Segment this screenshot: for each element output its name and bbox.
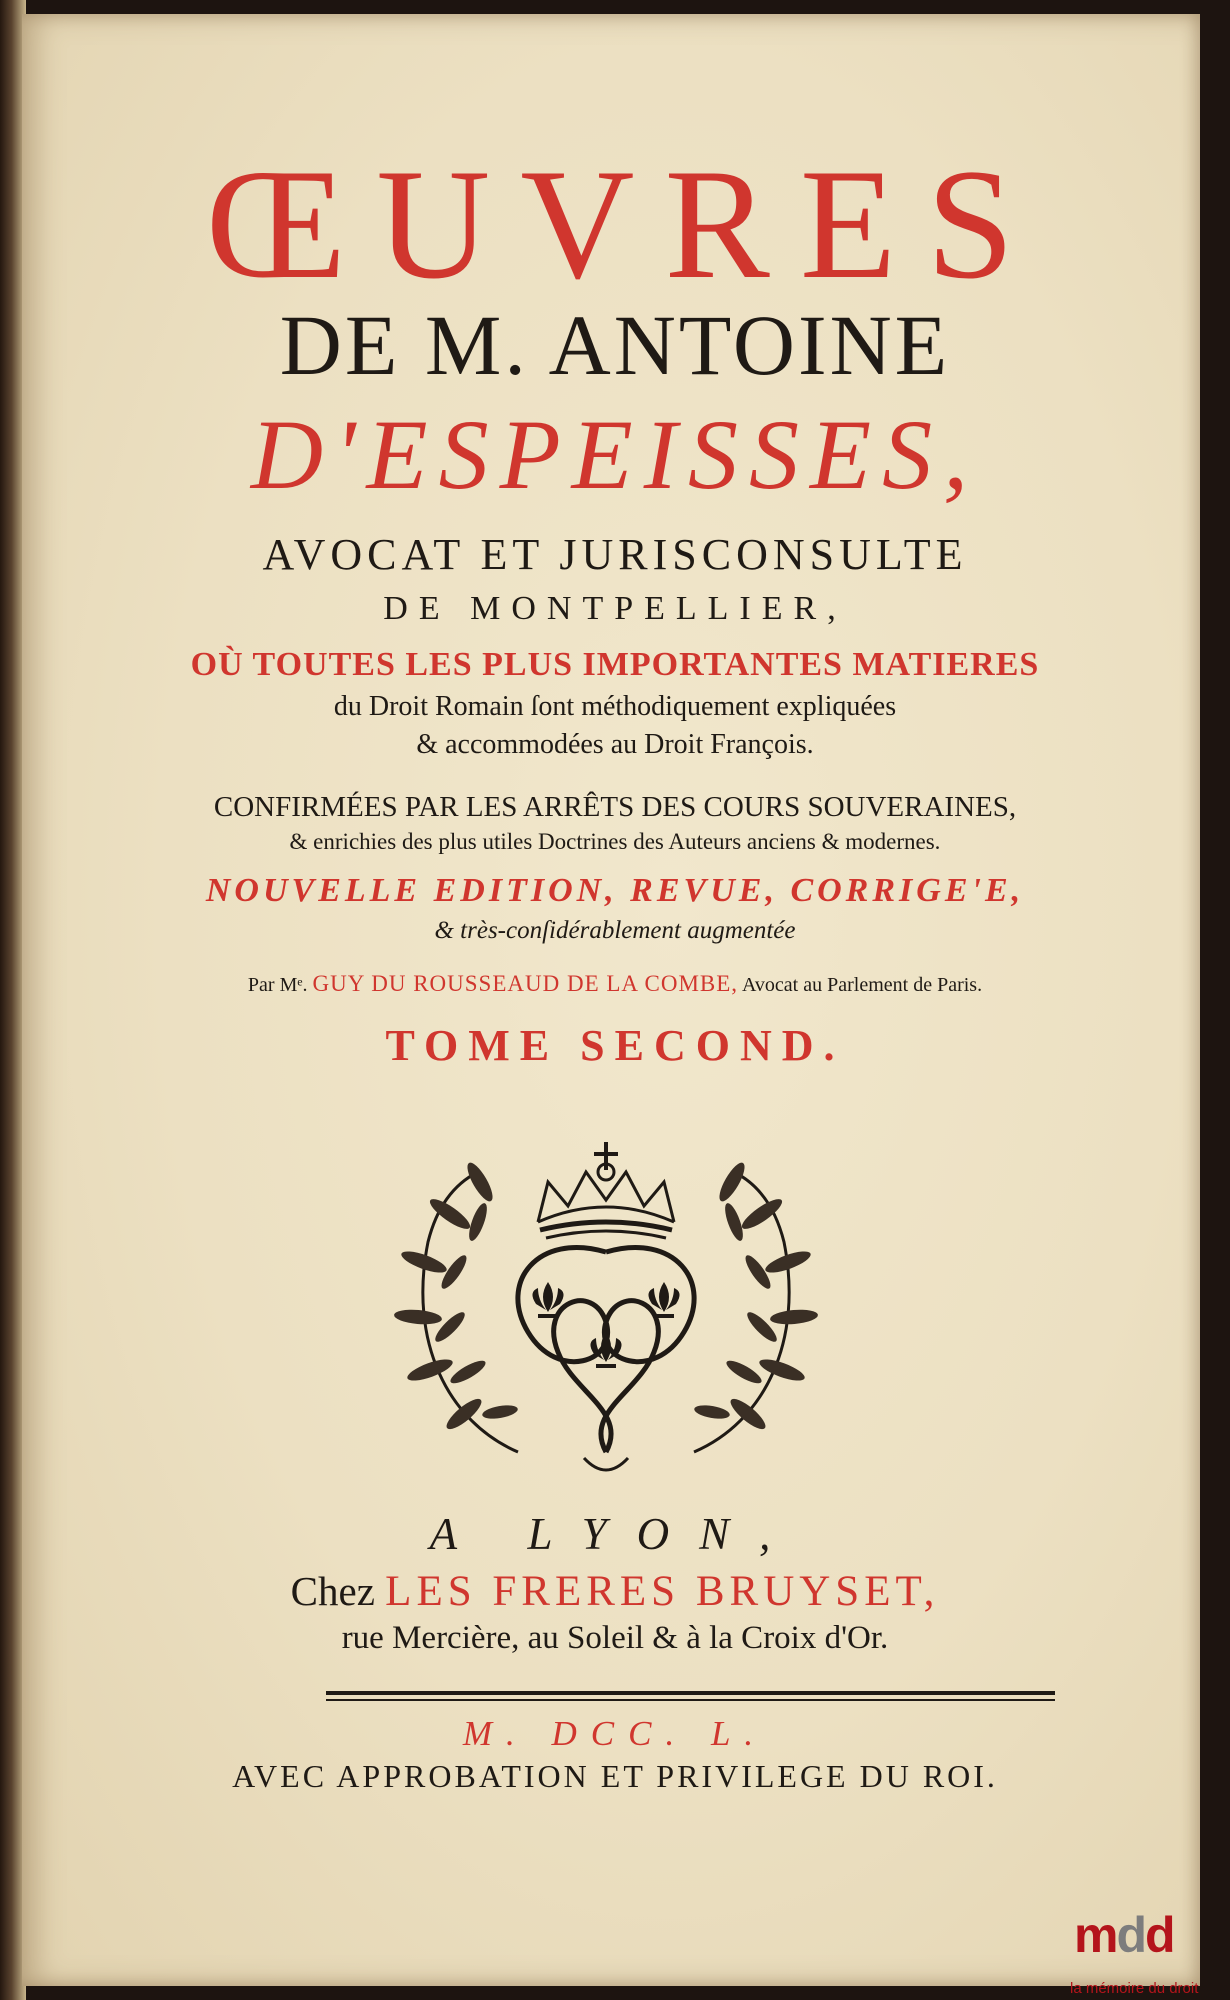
privilege-line: AVEC APPROBATION ET PRIVILEGE DU ROI.: [232, 1758, 998, 1794]
subtitle-line-1: OÙ TOUTES LES PLUS IMPORTANTES MATIERES: [190, 646, 1040, 683]
double-rule-thick: [326, 1691, 1055, 1695]
editor-prefix: Par Mᵉ.: [247, 974, 308, 996]
mdd-logo-d1: d: [1116, 1907, 1146, 1963]
subtitle-line-2: du Droit Romain ſont méthodiquement expliquées: [333, 691, 897, 722]
editor-suffix: Avocat au Parlement de Paris.: [741, 974, 983, 996]
editor-line: [0, 972, 1230, 995]
mdd-caption: la mémoire du droit: [1070, 1980, 1199, 1997]
imprint-publisher-line: [0, 1570, 1230, 1613]
author-profession: AVOCAT ET JURISCONSULTE: [262, 530, 968, 579]
mdd-logo: [1074, 1907, 1174, 1963]
imprint-address: rue Mercière, au Soleil & à la Croix d'Or.: [341, 1620, 889, 1656]
main-title: ŒUVRES: [205, 137, 1045, 312]
author-surname: D'ESPEISSES,: [250, 399, 980, 510]
confirmation-line-1: CONFIRMÉES PAR LES ARRÊTS DES COURS SOUVERAINES,: [213, 791, 1017, 823]
crowned-fleur-de-lis-emblem-icon: [388, 1122, 824, 1484]
augmentation-line: & très-conſidérablement augmentée: [434, 917, 796, 944]
editor-name: GUY DU ROUSSEAUD DE LA COMBE,: [312, 971, 739, 996]
author-city: DE MONTPELLIER,: [383, 590, 847, 627]
author-line: DE M. ANTOINE: [279, 297, 951, 393]
double-rule-thin: [326, 1699, 1055, 1701]
imprint-chez: Chez: [290, 1568, 375, 1614]
mdd-watermark: [1070, 1907, 1230, 2000]
mdd-logo-m: m: [1074, 1907, 1117, 1963]
publication-year: M. DCC. L.: [462, 1714, 768, 1753]
imprint-publisher: LES FRERES BRUYSET,: [385, 1568, 940, 1615]
volume-label: TOME SECOND.: [385, 1021, 845, 1070]
edition-line: NOUVELLE EDITION, REVUE, CORRIGE'E,: [205, 872, 1025, 909]
mdd-logo-d2: d: [1145, 1907, 1174, 1963]
imprint-place: A LYON,: [429, 1509, 801, 1559]
subtitle-line-3: & accommodées au Droit François.: [416, 729, 814, 760]
confirmation-line-2: & enrichies des plus utiles Doctrines des Auteurs anciens & modernes.: [289, 829, 941, 854]
